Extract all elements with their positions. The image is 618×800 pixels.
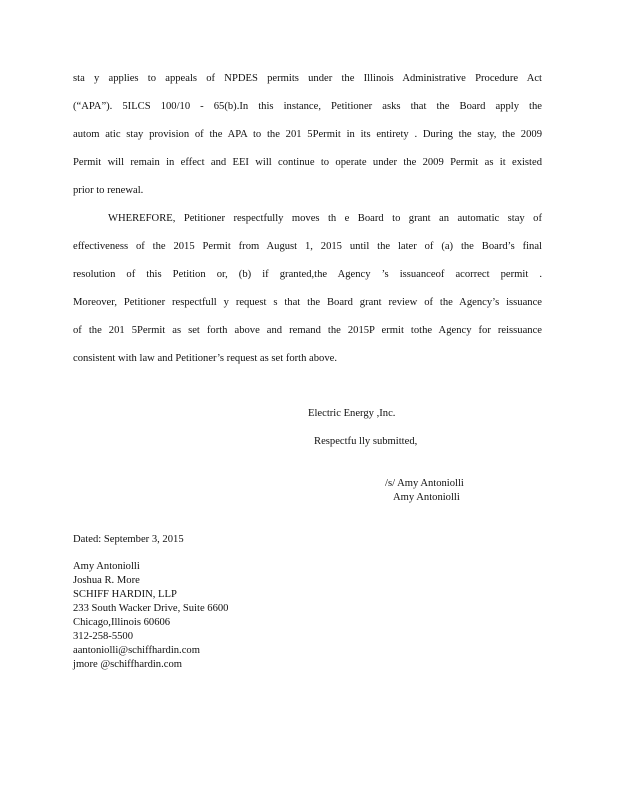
contact-phone: 312-258-5500 [73,631,134,642]
body-line-7: effectiveness of the 2015 Permit from August 1, 2015 until the later of (a) the Board’s final [73,241,542,252]
contact-name-1: Amy Antoniolli [73,561,140,572]
signature-line: /s/ Amy Antoniolli [385,478,464,489]
body-line-2: (“APA”). 5ILCS 100/10 - 65(b).In this instance, Petitioner asks that the Board apply the [73,101,542,112]
contact-firm: SCHIFF HARDIN, LLP [73,589,177,600]
body-line-10: of the 201 5Permit as set forth above and remand the 2015P ermit tothe Agency for reissuance [73,325,542,336]
signature-closing: Respectfu lly submitted, [314,436,418,447]
signature-printed-name: Amy Antoniolli [393,492,460,503]
body-line-3: autom atic stay provision of the APA to the 201 5Permit in its entirety . During the stay, the 2009 [73,129,542,140]
body-line-5: prior to renewal. [73,185,144,196]
contact-email-2: jmore @schiffhardin.com [73,659,182,670]
body-line-6: WHEREFORE, Petitioner respectfully moves th e Board to grant an automatic stay of [108,213,542,224]
dated-line: Dated: September 3, 2015 [73,534,184,545]
body-line-11: consistent with law and Petitioner’s request as set forth above. [73,353,338,364]
contact-name-2: Joshua R. More [73,575,140,586]
body-line-8: resolution of this Petition or, (b) if granted,the Agency ’s issuanceof acorrect permit . [73,269,542,280]
body-line-1: sta y applies to appeals of NPDES permits under the Illinois Administrative Procedure Act [73,73,542,84]
signature-company: Electric Energy ,Inc. [308,408,396,419]
contact-street: 233 South Wacker Drive, Suite 6600 [73,603,229,614]
contact-email-1: aantoniolli@schiffhardin.com [73,645,200,656]
contact-city: Chicago,Illinois 60606 [73,617,171,628]
body-line-4: Permit will remain in effect and EEI will continue to operate under the 2009 Permit as it existed [73,157,542,168]
body-line-9: Moreover, Petitioner respectfull y request s that the Board grant review of the Agency’s issuance [73,297,542,308]
